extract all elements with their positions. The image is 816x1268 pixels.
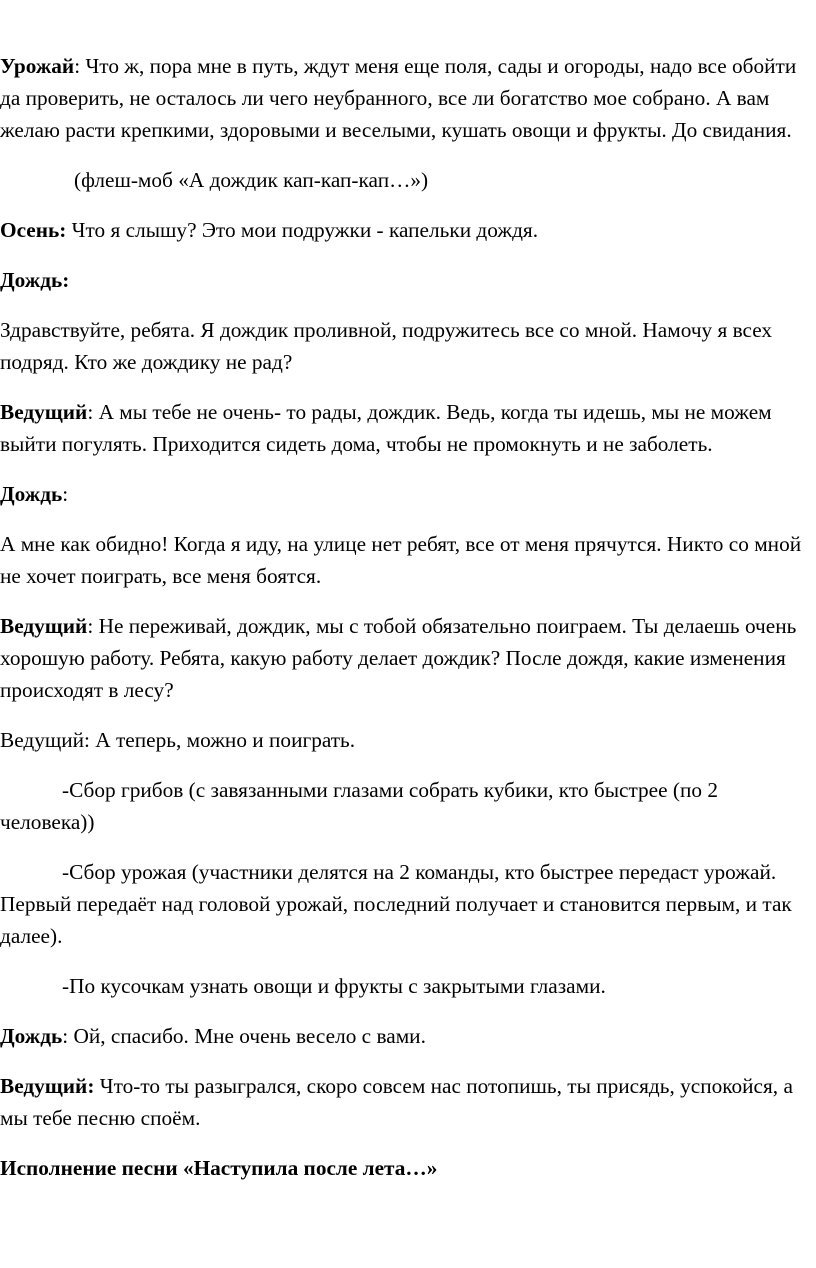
line-text: А мне как обидно! Когда я иду, на улице нет ребят, все от меня прячутся. Никто со мной не хочет поиграть, все меня боятся. bbox=[0, 532, 802, 588]
paragraph-rain-heading bbox=[0, 264, 814, 296]
line-text: -По кусочкам узнать овощи и фрукты с закрытыми глазами. bbox=[62, 974, 606, 998]
speaker-name: Ведущий bbox=[0, 614, 88, 638]
speaker-name: Дождь bbox=[0, 1024, 63, 1048]
paragraph-host-play bbox=[0, 724, 814, 756]
paragraph-song-heading bbox=[0, 1152, 814, 1184]
paragraph-host-reply bbox=[0, 396, 814, 460]
line-text: : А мы тебе не очень- то рады, дождик. Ведь, когда ты идешь, мы не можем выйти погулять. Приходится сидеть дома, чтобы не промокнуть и не заболеть. bbox=[0, 400, 772, 456]
paragraph-harvest-farewell bbox=[0, 50, 814, 146]
speaker-name: Ведущий: bbox=[0, 1074, 95, 1098]
speaker-name: Осень: bbox=[0, 218, 67, 242]
paragraph-rain-heading-2 bbox=[0, 478, 814, 510]
paragraph-rain-sad bbox=[0, 528, 814, 592]
paragraph-rain-greeting bbox=[0, 314, 814, 378]
speaker-name: Дождь bbox=[0, 482, 63, 506]
line-text: Ведущий: А теперь, можно и поиграть. bbox=[0, 728, 356, 752]
line-text: (флеш-моб «А дождик кап-кап-кап…») bbox=[74, 168, 429, 192]
line-text: : bbox=[62, 482, 69, 506]
document-page bbox=[0, 50, 814, 1202]
paragraph-game-guess bbox=[0, 970, 814, 1002]
paragraph-host-comfort bbox=[0, 610, 814, 706]
line-text: Здравствуйте, ребята. Я дождик проливной, подружитесь все со мной. Намочу я всех подряд. Кто же дождику не рад? bbox=[0, 318, 773, 374]
speaker-name: Ведущий bbox=[0, 400, 88, 424]
speaker-name: Урожай bbox=[0, 54, 75, 78]
paragraph-rain-thanks bbox=[0, 1020, 814, 1052]
line-text: : Ой, спасибо. Мне очень весело с вами. bbox=[62, 1024, 426, 1048]
line-text: -Сбор грибов (с завязанными глазами собрать кубики, кто быстрее (по 2 человека)) bbox=[0, 778, 719, 834]
paragraph-host-song bbox=[0, 1070, 814, 1134]
line-text: : Не переживай, дождик, мы с тобой обязательно поиграем. Ты делаешь очень хорошую работу. Ребята, какую работу делает дождик? После дождя, какие изменения происходят в лесу? bbox=[0, 614, 797, 702]
paragraph-autumn bbox=[0, 214, 814, 246]
line-text: Что я слышу? Это мои подружки - капельки дождя. bbox=[66, 218, 539, 242]
paragraph-game-mushrooms bbox=[0, 774, 814, 838]
line-text: -Сбор урожая (участники делятся на 2 команды, кто быстрее передаст урожай. Первый передаёт над головой урожай, последний получает и становится первым, и так далее). bbox=[0, 860, 792, 948]
paragraph-flashmob bbox=[0, 164, 814, 196]
song-title: Исполнение песни «Наступила после лета…» bbox=[0, 1156, 438, 1180]
line-text: : Что ж, пора мне в путь, ждут меня еще поля, сады и огороды, надо все обойти да проверить, не осталось ли чего неубранного, все ли богатство мое собрано. А вам желаю расти крепкими, здоровыми и веселыми, кушать овощи и фрукты. До свидания. bbox=[0, 54, 797, 142]
paragraph-game-harvest bbox=[0, 856, 814, 952]
speaker-name: Дождь: bbox=[0, 268, 70, 292]
line-text: Что-то ты разыгрался, скоро совсем нас потопишь, ты присядь, успокойся, а мы тебе песню споём. bbox=[0, 1074, 793, 1130]
